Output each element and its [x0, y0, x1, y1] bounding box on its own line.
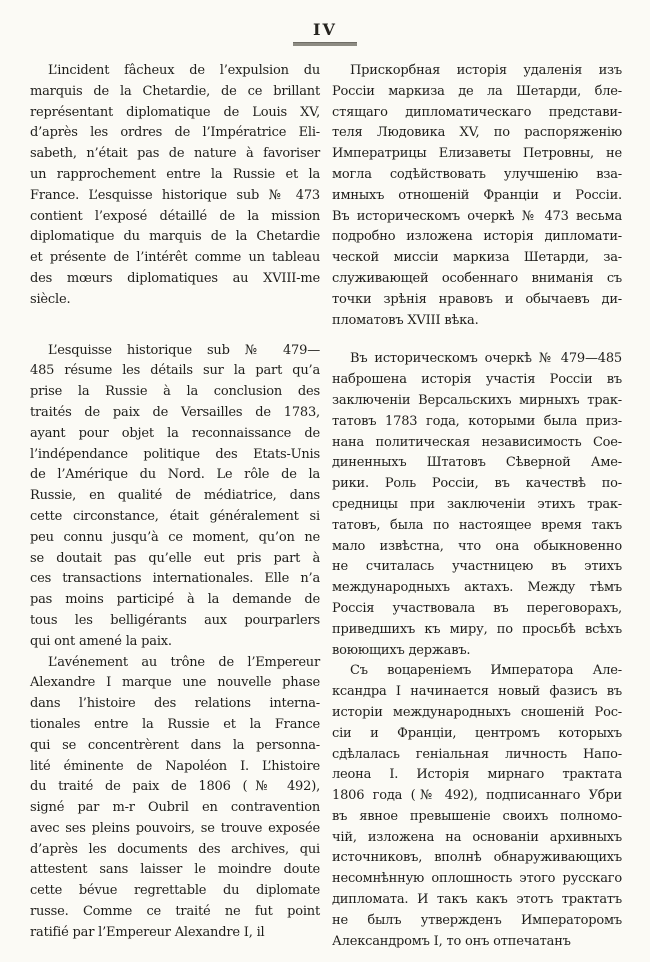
- text-line: рики. Роль Россіи, въ качествѣ по-: [332, 476, 622, 492]
- text-line: un rapprochement entre la Russie et la: [30, 166, 320, 182]
- page-header: [0, 0, 650, 46]
- text-line: de l’Amérique du Nord. Le rôle de la: [30, 467, 320, 483]
- text-line: signé par m-r Oubril en contravention: [30, 800, 320, 816]
- text-line: Alexandre I marque une nouvelle phase: [30, 675, 320, 691]
- text-line: диненныхъ Штатовъ Сѣверной Аме-: [332, 455, 622, 471]
- text-line: ratifié par l’Empereur Alexandre I, il: [30, 924, 265, 940]
- text-line: могла содѣйствовать улучшенію вза-: [332, 166, 622, 182]
- text-line: имныхъ отношеній Франціи и Россіи.: [332, 187, 622, 203]
- text-line: 1806 года (№ 492), подписаннаго Убри: [332, 788, 622, 804]
- text-line: Императрицы Елизаветы Петровны, не: [332, 146, 622, 162]
- text-line: représentant diplomatique de Louis XV,: [30, 104, 320, 120]
- text-line: служивающей особеннаго вниманія съ: [332, 270, 622, 286]
- russian-text-column: [332, 61, 622, 952]
- text-line: qui se concentrèrent dans la personna-: [30, 737, 320, 753]
- text-line: d’après les documents des archives, qui: [30, 841, 320, 857]
- text-line: L’avénement au trône de l’Empereur: [48, 654, 320, 670]
- text-line: въ явное превышеніе своихъ полномо-: [332, 808, 622, 824]
- text-line: источниковъ, вполнѣ обнаруживающихъ: [332, 850, 622, 866]
- text-line: russe. Comme ce traité ne fut point: [30, 904, 320, 920]
- text-line: Россіи маркиза де ла Шетарди, бле-: [332, 83, 622, 99]
- text-line: Александромъ I, то онъ отпечатанъ: [332, 933, 571, 949]
- text-line: sabeth, n’était pas de nature à favoriser: [30, 146, 320, 162]
- text-line: подробно изложена исторія дипломати-: [332, 229, 622, 245]
- text-line: исторіи международныхъ сношеній Рос-: [332, 704, 622, 720]
- text-line: нана политическая независимость Сое-: [332, 434, 622, 450]
- text-line: ческой миссіи маркиза Шетарди, за-: [332, 250, 622, 266]
- text-line: tous les belligérants aux pourparlers: [30, 612, 320, 628]
- text-line: L’esquisse historique sub № 479—: [48, 342, 320, 358]
- text-line: qui ont amené la paix.: [30, 633, 172, 649]
- text-line: ayant pour objet la reconnaissance de: [30, 425, 320, 441]
- text-line: attestent sans laisser le moindre doute: [30, 862, 320, 878]
- text-line: Прискорбная исторія удаленія изъ: [350, 63, 622, 78]
- text-line: теля Людовика XV, по распоряженію: [332, 125, 622, 141]
- text-line: не считалась участницею въ этихъ: [332, 559, 622, 575]
- text-line: средницы при заключеніи этихъ трак-: [332, 496, 622, 512]
- text-line: 485 résume les détails sur la part qu’a: [30, 363, 320, 379]
- page-number: IV: [313, 20, 337, 39]
- paragraph: [30, 341, 320, 653]
- text-line: et présente de l’intérêt comme un tableau: [30, 250, 320, 266]
- paragraph: [30, 653, 320, 944]
- text-line: мало извѣстна, что она обыкновенно: [332, 538, 622, 554]
- text-line: d’après les ordres de l’Impératrice Eli-: [30, 125, 320, 141]
- text-line: avec ses pleins pouvoirs, se trouve exposée: [30, 820, 320, 836]
- text-line: Въ историческомъ очеркѣ № 479—485: [350, 351, 622, 367]
- text-line: contient l’exposé détaillé de la mission: [30, 208, 320, 224]
- text-line: diplomatique du marquis de la Chetardie: [30, 229, 320, 245]
- text-line: l’indépendance politique des Etats-Unis: [30, 446, 320, 462]
- text-line: cette circonstance, était généralement si: [30, 508, 320, 524]
- text-line: международныхъ актахъ. Между тѣмъ: [332, 580, 622, 596]
- text-line: сдѣлалась геніальная личность Напо-: [332, 746, 622, 762]
- text-line: France. L’esquisse historique sub № 473: [30, 187, 320, 203]
- text-line: точки зрѣнія нравовъ и обычаевъ ди-: [332, 291, 622, 307]
- text-line: traités de paix de Versailles de 1783,: [30, 404, 320, 420]
- two-column-text: [0, 46, 650, 952]
- text-line: стящаго дипломатическаго представи-: [332, 104, 622, 120]
- text-line: prise la Russie à la conclusion des: [30, 384, 320, 400]
- text-line: Россія участвовала въ переговорахъ,: [332, 600, 622, 616]
- text-line: tionales entre la Russie et la France: [30, 716, 320, 732]
- text-line: siècle.: [30, 291, 71, 307]
- text-line: pas moins participé à la demande de: [30, 592, 320, 608]
- text-line: lité éminente de Napoléon I. L’histoire: [30, 758, 320, 774]
- text-line: не былъ утвержденъ Императоромъ: [332, 912, 622, 928]
- paragraph: [332, 349, 622, 661]
- text-line: леона I. Исторія мирнаго трактата: [332, 767, 622, 783]
- text-line: татовъ 1783 года, которыми была приз-: [332, 413, 622, 429]
- paragraph: [332, 61, 622, 331]
- text-line: marquis de la Chetardie, de ce brillant: [30, 83, 320, 99]
- text-line: du traité de paix de 1806 (№ 492),: [30, 779, 320, 795]
- text-line: приведшихъ къ миру, по просьбѣ всѣхъ: [332, 621, 622, 637]
- text-line: несомнѣнную оплошность этого русскаго: [332, 871, 622, 887]
- text-line: заключеніи Версальскихъ мирныхъ трак-: [332, 392, 622, 408]
- text-line: Въ историческомъ очеркѣ № 473 весьма: [332, 208, 622, 224]
- text-line: наброшена исторія участія Россіи въ: [332, 372, 622, 388]
- paragraph: [30, 61, 320, 311]
- text-line: дипломата. И такъ какъ этотъ трактатъ: [332, 892, 622, 908]
- french-text-column: [30, 61, 320, 952]
- text-line: peu connu jusqu’à ce moment, qu’on ne: [30, 529, 320, 545]
- text-line: Russie, en qualité de médiatrice, dans: [30, 488, 320, 504]
- text-line: чій, изложена на основаніи архивныхъ: [332, 829, 622, 845]
- text-line: ксандра I начинается новый фазисъ въ: [332, 684, 622, 700]
- text-line: se doutait pas qu’elle eut pris part à: [30, 550, 320, 566]
- text-line: des mœurs diplomatiques au XVIII-me: [30, 270, 320, 286]
- text-line: воюющихъ державъ.: [332, 642, 471, 658]
- text-line: татовъ, была по настоящее время такъ: [332, 517, 622, 533]
- text-line: cette bévue regrettable du diplomate: [30, 883, 320, 899]
- text-line: ces transactions internationales. Elle n’a: [30, 571, 320, 587]
- text-line: dans l’histoire des relations interna-: [30, 696, 320, 712]
- text-line: сіи и Франціи, центромъ которыхъ: [332, 725, 622, 741]
- text-line: Съ воцареніемъ Императора Але-: [350, 663, 622, 679]
- text-line: L’incident fâcheux de l’expulsion du: [48, 63, 320, 78]
- paragraph: [332, 661, 622, 952]
- text-line: пломатовъ XVIII вѣка.: [332, 312, 479, 328]
